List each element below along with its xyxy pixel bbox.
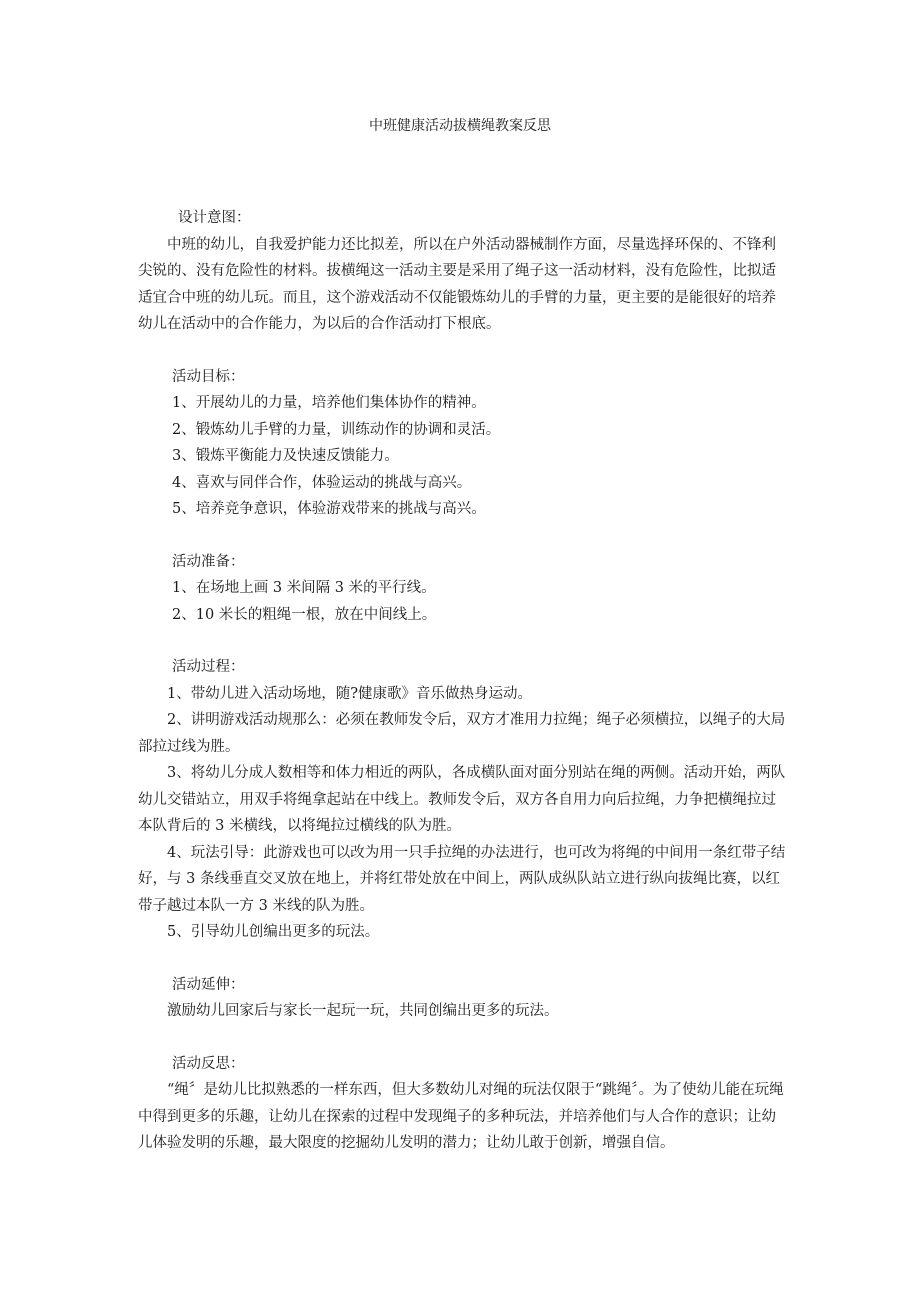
design-paragraph: 中班的幼儿，自我爱护能力还比拟差，所以在户外活动器械制作方面，尽量选择环保的、不锋利尖锐的、没有危险性的材料。拔横绳这一活动主要是采用了绳子这一活动材料，没有危险性，比拟适适宜合中班的幼儿玩。而且，这个游戏活动不仅能锻炼幼儿的手臂的力量，更主要的是能很好的培养幼儿在活动中的合作能力，为以后的合作活动打下根底。 <box>138 236 776 332</box>
section-heading-process: 活动过程： <box>172 659 245 675</box>
section-gap <box>138 1025 786 1051</box>
prep-item: 2、10 米长的粗绳一根，放在中间线上。 <box>172 606 437 623</box>
extension-paragraph: 激励幼儿回家后与家长一起玩一玩，共同创编出更多的玩法。 <box>167 1003 559 1019</box>
process-item: 3、将幼儿分成人数相等和体力相近的两队，各成横队面对面分别站在绳的两侧。活动开始，两队幼儿交错站立，用双手将绳拿起站在中线上。教师发令后，双方各自用力向后拉绳，力争把横绳拉过本队背后的 3 米横线，以将绳拉过横线的队为胜。 <box>138 765 786 834</box>
section-heading-design: 设计意图： <box>178 210 251 226</box>
section-gap <box>138 523 786 549</box>
reflection-paragraph: “绳〞是幼儿比拟熟悉的一样东西，但大多数幼儿对绳的玩法仅限于“跳绳〞。为了使幼儿能在玩绳中得到更多的乐趣，让幼儿在探索的过程中发现绳子的多种玩法，并培养他们与人合作的意识；让幼儿体验发明的乐趣，最大限度的挖掘幼儿发明的潜力；让幼儿敢于创新，增强自信。 <box>138 1082 784 1151</box>
process-item: 5、引导幼儿创编出更多的玩法。 <box>167 924 380 940</box>
section-heading-extension: 活动延伸： <box>172 976 245 993</box>
section-heading-reflection: 活动反思： <box>172 1055 245 1072</box>
goal-item: 5、培养竞争意识，体验游戏带来的挑战与高兴。 <box>172 501 486 517</box>
process-item: 2、讲明游戏活动规那么：必须在教师发令后，双方才准用力拉绳；绳子必须横拉，以绳子的大局部拉过线为胜。 <box>138 712 786 755</box>
goal-item: 2、锻炼幼儿手臂的力量，训练动作的协调和灵活。 <box>172 421 501 438</box>
section-gap <box>138 946 786 972</box>
document-body <box>138 205 786 1157</box>
process-item: 4、玩法引导：此游戏也可以改为用一只手拉绳的办法进行，也可改为将绳的中间用一条红带子结好，与 3 条线垂直交叉放在地上，并将红带处放在中间上，两队成纵队站立进行纵向拔绳比赛，以红带子越过本队一方 3 米线的队为胜。 <box>138 844 786 914</box>
process-item: 1、带幼儿进入活动场地，随?健康歌》音乐做热身运动。 <box>167 685 532 702</box>
prep-item: 1、在场地上画 3 米间隔 3 米的平行线。 <box>172 580 436 596</box>
goal-item: 1、开展幼儿的力量，培养他们集体协作的精神。 <box>172 395 486 411</box>
section-gap <box>138 628 786 654</box>
section-heading-goals: 活动目标： <box>172 368 245 385</box>
section-gap <box>138 338 786 364</box>
goal-item: 4、喜欢与同伴合作，体验运动的挑战与高兴。 <box>172 474 472 491</box>
section-heading-prep: 活动准备： <box>172 553 245 570</box>
document-title: 中班健康活动拔横绳教案反思 <box>369 118 551 134</box>
goal-item: 3、锻炼平衡能力及快速反馈能力。 <box>172 448 399 464</box>
